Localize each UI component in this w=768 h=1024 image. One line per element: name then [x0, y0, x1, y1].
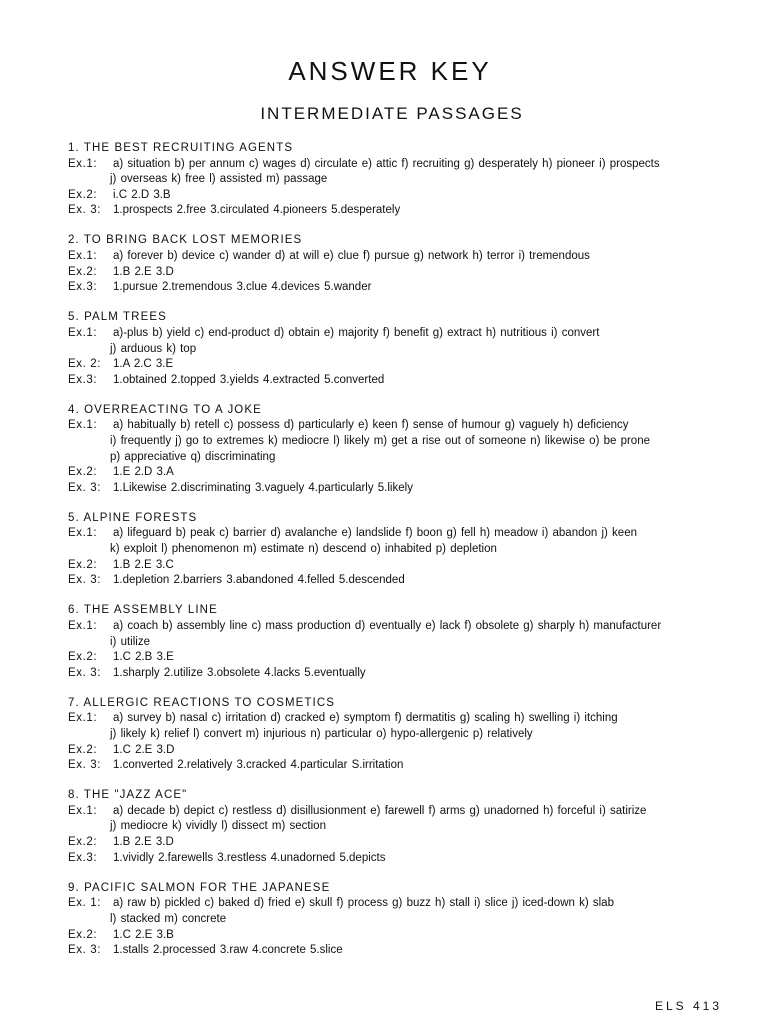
exercise-label: Ex. 3: [68, 481, 102, 494]
passage-heading: 8. THE "JAZZ ACE" [68, 789, 188, 802]
passage-section [68, 881, 758, 959]
exercise-answers: 1.E 2.D 3.A [113, 466, 174, 479]
exercise-answers-continued: j) arduous k) top [110, 342, 197, 355]
passage-heading: 2. TO BRING BACK LOST MEMORIES [68, 234, 303, 247]
page-subtitle: INTERMEDIATE PASSAGES [260, 104, 524, 123]
exercise-line [68, 526, 758, 542]
passage-heading: 7. ALLERGIC REACTIONS TO COSMETICS [68, 696, 336, 709]
passage-section [68, 696, 758, 774]
exercise-label: Ex. 2: [68, 358, 102, 371]
passage-section [68, 141, 758, 219]
exercise-answers-continued: j) overseas k) free l) assisted m) passage [110, 173, 328, 186]
exercise-label: Ex.3: [68, 281, 98, 294]
exercise-answers: 1.stalls 2.processed 3.raw 4.concrete 5.slice [113, 944, 343, 957]
exercise-line [68, 835, 758, 851]
exercise-answers-continued: l) stacked m) concrete [110, 912, 227, 925]
exercise-label: Ex. 1: [68, 897, 102, 910]
exercise-line [68, 373, 758, 389]
exercise-label: Ex.1: [68, 527, 98, 540]
exercise-label: Ex.2: [68, 743, 98, 756]
passage-section [68, 310, 758, 388]
exercise-line [68, 203, 758, 219]
exercise-answers: 1.pursue 2.tremendous 3.clue 4.devices 5.wander [113, 281, 372, 294]
exercise-label: Ex.2: [68, 188, 98, 201]
passage-section [68, 788, 758, 866]
passage-section [68, 603, 758, 681]
exercise-line [68, 481, 758, 497]
passage-section [68, 511, 758, 589]
exercise-label: Ex.2: [68, 928, 98, 941]
exercise-answers: a)-plus b) yield c) end-product d) obtain e) majority f) benefit g) extract h) nutritious i) convert [113, 326, 600, 339]
exercise-answers-continued: i) utilize [110, 635, 150, 648]
exercise-label: Ex.1: [68, 712, 98, 725]
exercise-answers: a) forever b) device c) wander d) at will e) clue f) pursue g) network h) terror i) tremendous [113, 250, 590, 263]
exercise-label: Ex.1: [68, 804, 98, 817]
passage-heading: 1. THE BEST RECRUITING AGENTS [68, 142, 294, 154]
exercise-answers: 1.depletion 2.barriers 3.abandoned 4.felled 5.descended [113, 574, 405, 587]
exercise-label: Ex. 3: [68, 574, 102, 587]
exercise-answers: 1.B 2.E 3.D [113, 836, 174, 849]
exercise-line [68, 573, 758, 589]
passage-heading: 4. OVERREACTING TO A JOKE [68, 403, 262, 416]
exercise-label: Ex.1: [68, 619, 98, 632]
exercise-label: Ex.2: [68, 651, 98, 664]
exercise-answers: a) coach b) assembly line c) mass production d) eventually e) lack f) obsolete g) sharply h) manufacturer [113, 619, 662, 632]
exercise-label: Ex. 3: [68, 204, 102, 217]
exercise-answers: 1.B 2.E 3.D [113, 265, 174, 278]
passage-heading: 9. PACIFIC SALMON FOR THE JAPANESE [68, 881, 331, 894]
exercise-answers: a) habitually b) retell c) possess d) particularly e) keen f) sense of humour g) vaguely h) deficiency [113, 419, 629, 432]
exercise-label: Ex.2: [68, 466, 98, 479]
exercise-answers: 1.prospects 2.free 3.circulated 4.pioneers 5.desperately [113, 204, 401, 217]
page-footer: ELS 413 [654, 999, 722, 1013]
exercise-line [68, 265, 758, 281]
exercise-line [68, 804, 758, 820]
exercise-line [68, 758, 758, 774]
exercise-line [68, 465, 758, 481]
exercise-label: Ex.1: [68, 419, 98, 432]
exercise-line [68, 711, 758, 727]
exercise-line [68, 418, 758, 434]
exercise-line [68, 943, 758, 959]
exercise-answers-continued: j) likely k) relief l) convert m) injurious n) particular o) hypo-allergenic p) relatively [110, 728, 533, 740]
exercise-line [68, 896, 758, 912]
exercise-line [68, 619, 758, 635]
exercise-label: Ex. 3: [68, 759, 102, 772]
exercise-label: Ex.1: [68, 157, 98, 170]
exercise-answers: 1.C 2.E 3.D [113, 743, 175, 756]
exercise-answers: 1.A 2.C 3.E [113, 358, 174, 371]
exercise-line [68, 666, 758, 682]
exercise-answers-continued: i) frequently j) go to extremes k) mediocre l) likely m) get a rise out of someone n) likewise o) be prone [110, 435, 650, 447]
exercise-label: Ex.1: [68, 250, 98, 263]
exercise-line [68, 851, 758, 867]
exercise-answers: 1.C 2.B 3.E [113, 651, 174, 664]
passage-heading: 6. THE ASSEMBLY LINE [68, 604, 218, 617]
exercise-answers: 1.sharply 2.utilize 3.obsolete 4.lacks 5.eventually [113, 666, 366, 679]
passage-heading: 5. PALM TREES [68, 311, 167, 324]
exercise-label: Ex.1: [68, 326, 98, 339]
exercise-answers: 1.B 2.E 3.C [113, 558, 174, 571]
passage-section [68, 233, 758, 295]
exercise-line [68, 357, 758, 373]
exercise-line [68, 157, 758, 173]
exercise-label: Ex.3: [68, 851, 98, 864]
exercise-label: Ex. 3: [68, 666, 102, 679]
exercise-answers-continued: j) mediocre k) vividly l) dissect m) section [110, 820, 326, 833]
exercise-line [68, 558, 758, 574]
exercise-answers: 1.converted 2.relatively 3.cracked 4.particular S.irritation [113, 759, 404, 772]
exercise-answers: a) situation b) per annum c) wages d) circulate e) attic f) recruiting g) desperately h) pioneer i) prospects [113, 157, 660, 170]
exercise-line [68, 928, 758, 944]
exercise-label: Ex. 3: [68, 944, 102, 957]
exercise-answers: a) decade b) depict c) restless d) disillusionment e) farewell f) arms g) unadorned h) forceful i) satirize [113, 804, 647, 817]
answer-key-content [68, 141, 758, 973]
exercise-label: Ex.2: [68, 836, 98, 849]
exercise-answers: a) survey b) nasal c) irritation d) cracked e) symptom f) dermatitis g) scaling h) swelling i) itching [113, 712, 618, 725]
page-title: ANSWER KEY [288, 56, 492, 86]
exercise-line [68, 188, 758, 204]
exercise-answers: 1.obtained 2.topped 3.yields 4.extracted 5.converted [113, 373, 385, 386]
passage-heading: 5. ALPINE FORESTS [68, 511, 198, 524]
exercise-answers-continued: p) appreciative q) discriminating [110, 450, 276, 463]
exercise-line [68, 249, 758, 265]
exercise-label: Ex.2: [68, 265, 98, 278]
exercise-answers: a) raw b) pickled c) baked d) fried e) skull f) process g) buzz h) stall i) slice j) iced-down k) slab [113, 897, 614, 910]
exercise-answers: a) lifeguard b) peak c) barrier d) avalanche e) landslide f) boon g) fell h) meadow i) abandon j) keen [113, 527, 637, 540]
exercise-line [68, 743, 758, 759]
passage-section [68, 403, 758, 497]
exercise-answers: i.C 2.D 3.B [113, 188, 171, 201]
exercise-answers-continued: k) exploit l) phenomenon m) estimate n) descend o) inhabited p) depletion [110, 543, 497, 556]
exercise-answers: 1.C 2.E 3.B [113, 928, 174, 941]
exercise-label: Ex.2: [68, 558, 98, 571]
exercise-line [68, 650, 758, 666]
exercise-line [68, 280, 758, 296]
exercise-label: Ex.3: [68, 373, 98, 386]
exercise-answers: 1.Likewise 2.discriminating 3.vaguely 4.particularly 5.likely [113, 481, 413, 494]
exercise-line [68, 326, 758, 342]
exercise-answers: 1.vividly 2.farewells 3.restless 4.unadorned 5.depicts [113, 851, 386, 864]
